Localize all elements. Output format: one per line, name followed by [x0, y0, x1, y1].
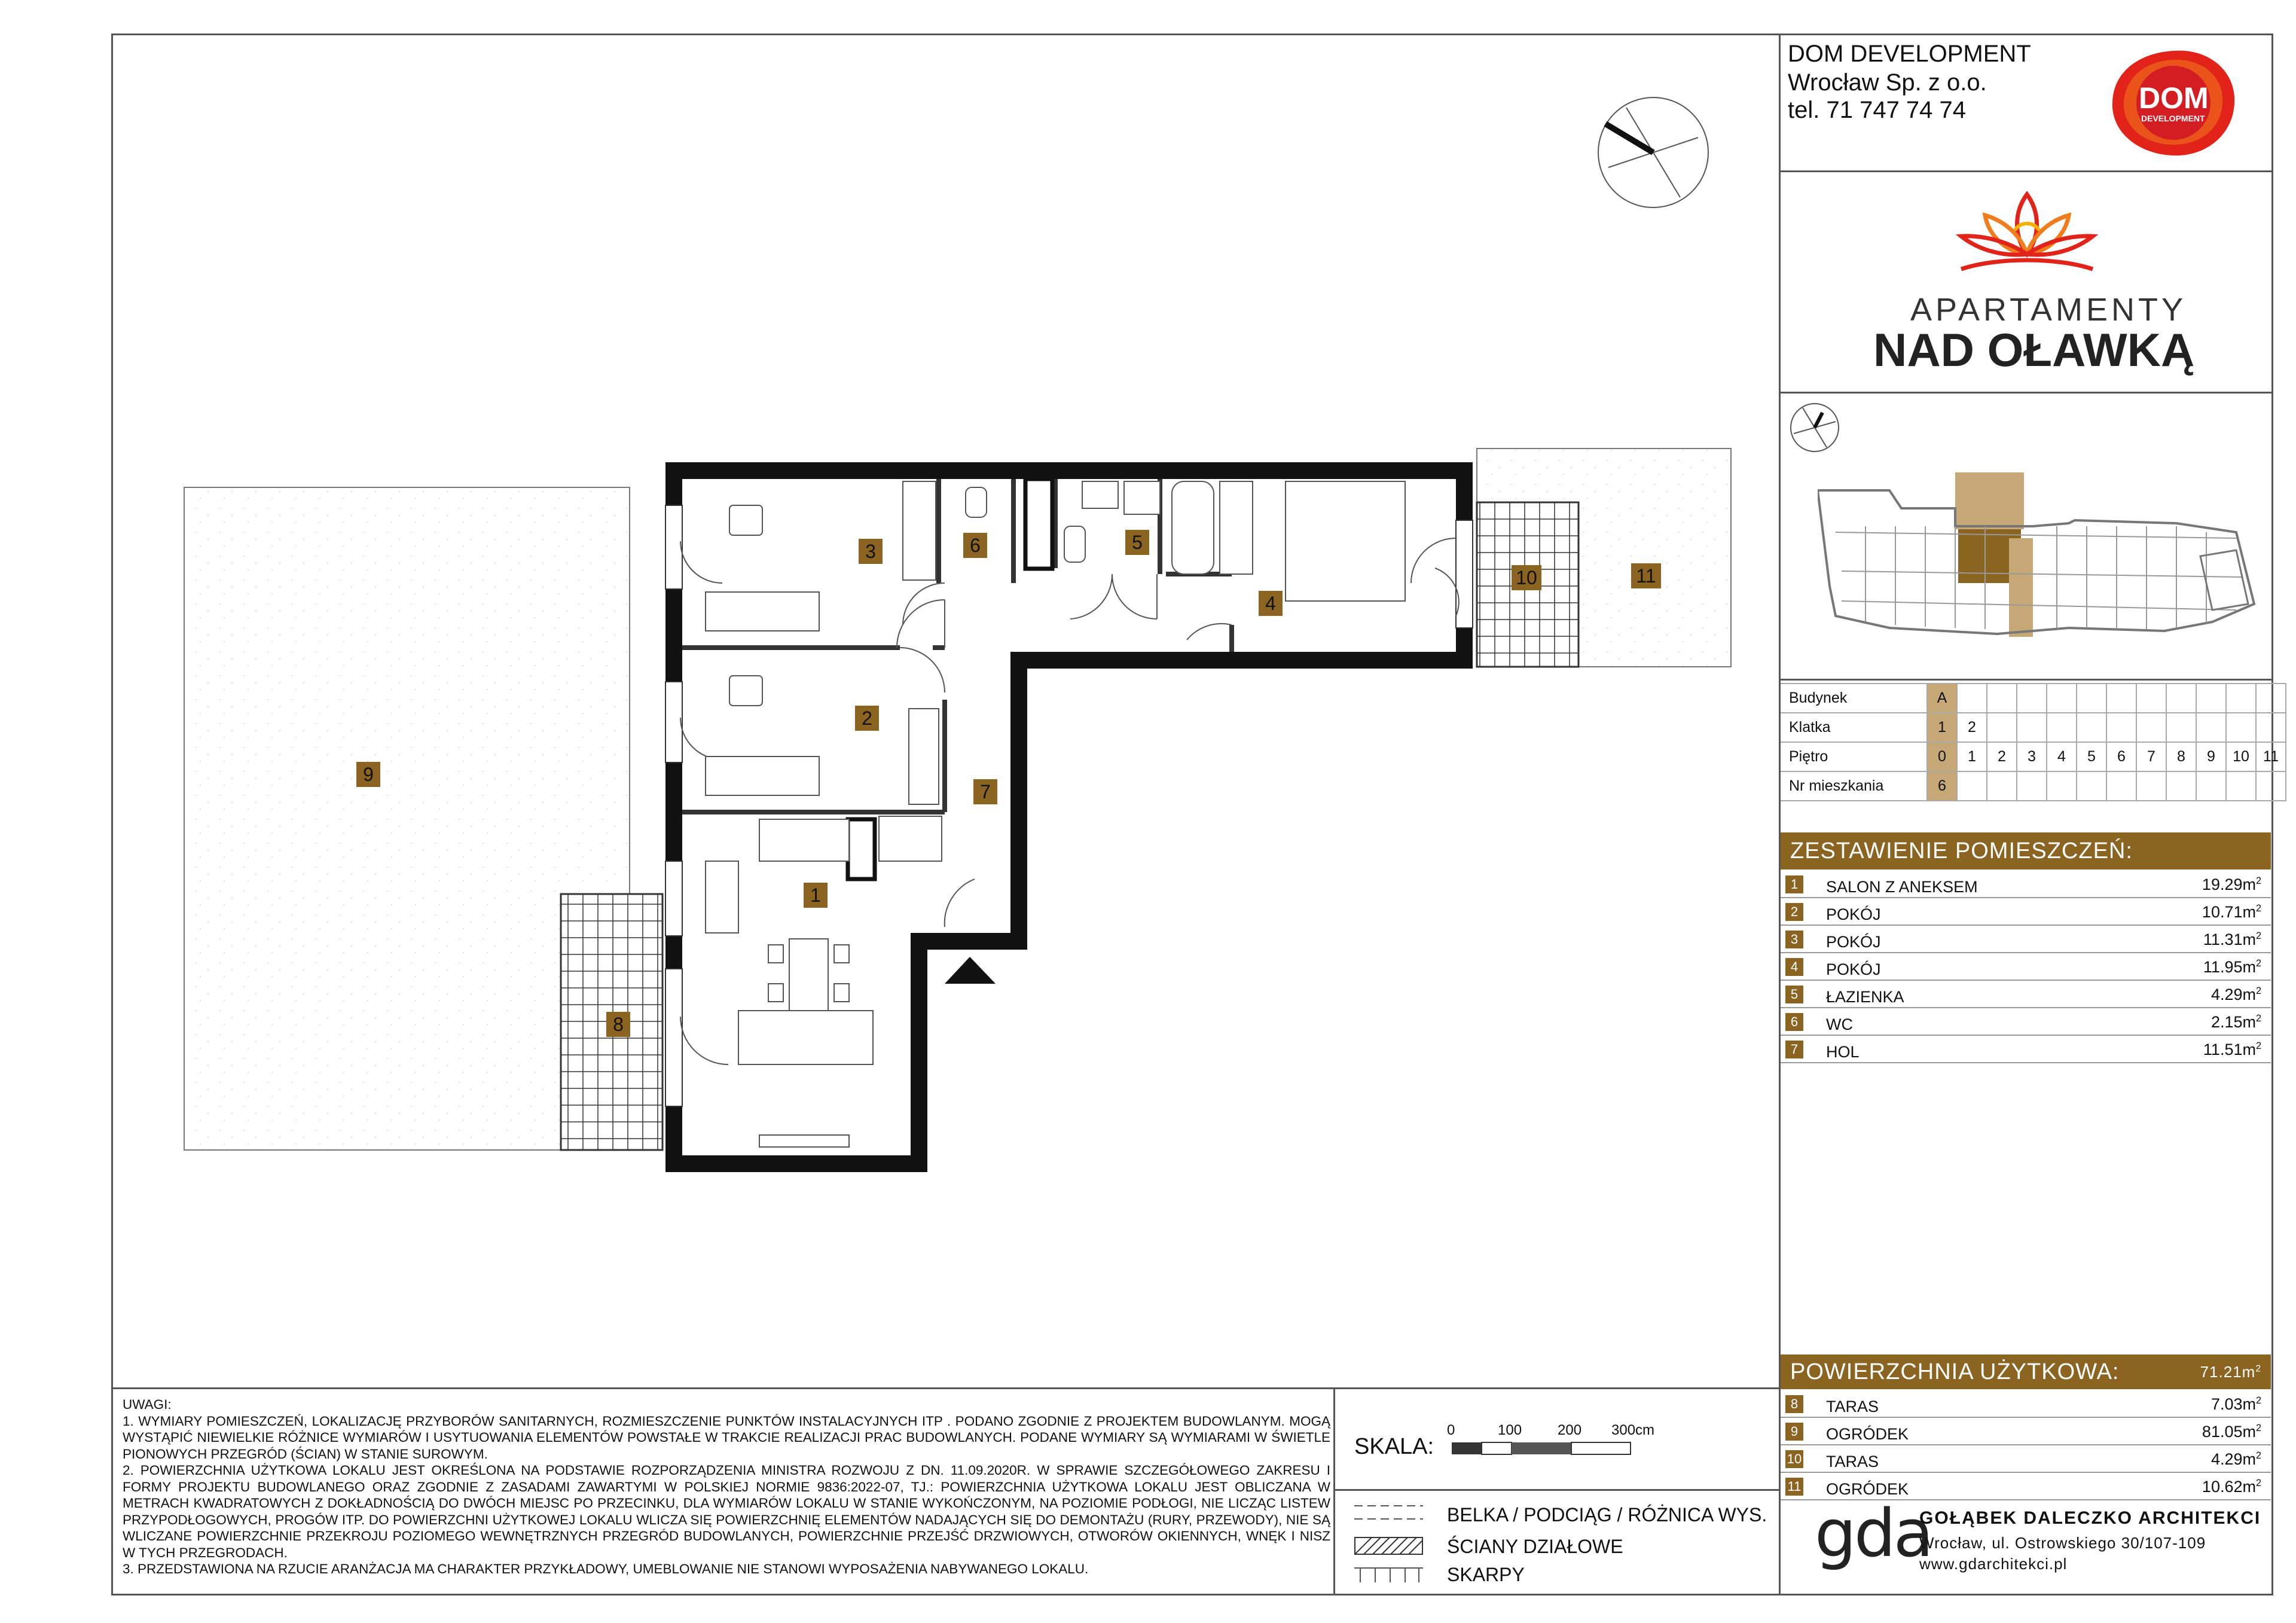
- area-sup: 2: [2255, 986, 2261, 996]
- table-row: [1781, 713, 2286, 742]
- note-3: 3. PRZEDSTAWIONA NA RZUCIE ARANŻACJA MA CHARAKTER PRZYKŁADOWY, UMEBLOWANIE NIE STANOWI WYPOSAŻENIA NABYWANEGO LOKALU.: [123, 1561, 1089, 1576]
- room-area-value: 4.29m: [2210, 986, 2256, 1003]
- cell: 1: [1957, 742, 1987, 771]
- legend-walls-label: ŚCIANY DZIAŁOWE: [1447, 1536, 1623, 1557]
- room-area-value: 2.15m: [2210, 1013, 2256, 1031]
- area-sup: 2: [2255, 1041, 2261, 1051]
- cell: [2226, 684, 2256, 713]
- room-number: 10: [1785, 1450, 1803, 1468]
- note-2: 2. POWIERZCHNIA UŻYTKOWA LOKALU JEST OKREŚLONA NA PODSTAWIE ROZPORZĄDZENIA MINISTRA ROZWOJU Z DN. 11.09.2020R. W SPRAWIE SZCZEGÓŁOWEGO ZAKRESU I FORMY PROJEKTU BUDOWLANEGO ORAZ ZGODNIE Z ZASADAMI ZAWARTYMI W POLSKIEJ NORMIE 9836:2022-07, TJ.: POWIERZCHNIA UŻYTKOWA LOKALU JEST OBLICZANA W METRACH KWADRATOWYCH Z DOKŁADNOŚCIĄ DO DWÓCH MIEJSC PO PRZECINKU, DLA WYMIARÓW LOKALU W STANIE WYKOŃCZONYM, NA POZIOMIE PODŁOGI, NIE LICZĄC LISTEW PRZYPODŁOGOWYCH, PROGÓW ITP. DO POWIERZCHNI UŻYTKOWEJ LOKALU WLICZA SIĘ POWIERZCHNIĘ ELEMENTÓW NADAJĄCYCH SIĘ DO DEMONTAŻU (RURY, PRZEWODY), NIE SĄ WLICZANE POWIERZCHNIE PRZEKROJU POZIOMEGO WEWNĘTRZNYCH PRZEGRÓD BUDOWLANYCH, POWIERZCHNIE PRZEJŚĆ DRZWIOWYCH, OTWORÓW OKIENNYCH, WNĘK I NISZ W TYCH PRZEGRODACH.: [123, 1463, 1330, 1560]
- scale-tick-300: 300cm: [1611, 1422, 1655, 1438]
- scale-bar: [1452, 1441, 1631, 1456]
- cell: [2226, 713, 2256, 742]
- cell: [1987, 684, 2017, 713]
- usable-header: [1781, 1354, 2271, 1389]
- table-row: [1781, 684, 2286, 713]
- room-area: [2203, 958, 2261, 977]
- room-number: 7: [1785, 1041, 1803, 1058]
- keyplan-compass-icon: [1788, 401, 1842, 454]
- room-area: [2202, 1478, 2261, 1496]
- dashed-line-icon: [1354, 1501, 1423, 1525]
- room-name: TARAS: [1826, 1398, 1879, 1415]
- cell: [2047, 771, 2077, 801]
- room-name: SALON Z ANEKSEM: [1826, 878, 1978, 896]
- room-area: [2202, 875, 2261, 894]
- location-table: [1781, 683, 2286, 801]
- table-row: [1781, 771, 2286, 801]
- extra-row: [1781, 1390, 2271, 1418]
- room-row: [1781, 1036, 2271, 1063]
- cell-apartment: 6: [1927, 771, 1957, 801]
- cell: [2106, 713, 2136, 742]
- room-area: [2211, 1395, 2261, 1414]
- cell-building: A: [1927, 684, 1957, 713]
- company-phone: tel. 71 747 74 74: [1788, 97, 1967, 123]
- room-row: [1781, 953, 2271, 981]
- room-number: 11: [1785, 1478, 1803, 1496]
- cell: 7: [2136, 742, 2166, 771]
- room-number: 9: [1785, 1423, 1803, 1441]
- project-line1: APARTAMENTY: [1910, 292, 2187, 328]
- notes: [123, 1396, 1330, 1578]
- room-area: [2203, 931, 2261, 949]
- architect-logo: gda: [1815, 1495, 1932, 1572]
- cell: 11: [2256, 742, 2286, 771]
- cell: [2017, 713, 2047, 742]
- area-sup: 2: [2255, 903, 2261, 914]
- room-row: [1781, 981, 2271, 1008]
- room-area: [2211, 1013, 2261, 1032]
- cell: [2256, 684, 2286, 713]
- room-area-value: 11.31m: [2203, 931, 2256, 948]
- room-label-5: 5: [1125, 530, 1149, 555]
- room-name: TARAS: [1826, 1453, 1879, 1471]
- room-area: [2211, 986, 2261, 1004]
- legend-beam-label: BELKA / PODCIĄG / RÓŻNICA WYS.: [1447, 1504, 1767, 1526]
- cell: [2166, 684, 2196, 713]
- divider-notes: [111, 1387, 1779, 1389]
- dom-logo-text: DOM: [2139, 81, 2209, 115]
- room-area: [2202, 1423, 2261, 1441]
- cell-staircase: 1: [1927, 713, 1957, 742]
- area-sup: 2: [2255, 931, 2261, 941]
- divider-logo: [1779, 392, 2273, 393]
- cell: [2256, 713, 2286, 742]
- room-area: [2211, 1450, 2261, 1469]
- note-1: 1. WYMIARY POMIESZCZEŃ, LOKALIZACJĘ PRZYBORÓW SANITARNYCH, ROZMIESZCZENIE PUNKTÓW INSTALACYJNYCH ITP . PODANO ZGODNIE Z PROJEKTEM BUDOWLANYM. MOGĄ WYSTĄPIĆ NIEWIELKIE RÓŻNICE WYMIARÓW I USYTUOWANIA ELEMENTÓW POWSTAŁE W TRAKCIE REALIZACJI PRAC BUDOWLANYCH. PODANE WYMIARY SĄ WYMIARAMI W ŚWIETLE PIONOWYCH PRZEGRÓD (ŚCIAN) W STANIE SUROWYM.: [123, 1413, 1330, 1462]
- project-line2: NAD OŁAWKĄ: [1873, 324, 2195, 376]
- cell: [2077, 684, 2106, 713]
- cell: [2047, 713, 2077, 742]
- room-number: 2: [1785, 903, 1803, 921]
- room-label-1: 1: [804, 883, 828, 908]
- area-sup: 2: [2255, 1423, 2261, 1433]
- company-name: DOM DEVELOPMENT: [1788, 41, 2031, 67]
- cell: [2256, 771, 2286, 801]
- room-area-value: 11.95m: [2203, 958, 2256, 976]
- usable-label: POWIERZCHNIA UŻYTKOWA:: [1790, 1359, 2120, 1384]
- cell: [2226, 771, 2256, 801]
- row-label: Klatka: [1781, 713, 1927, 742]
- area-sup: 2: [2255, 875, 2261, 886]
- area-sup: 2: [2255, 958, 2261, 969]
- cell: 6: [2106, 742, 2136, 771]
- room-name: OGRÓDEK: [1826, 1480, 1909, 1498]
- cell: 9: [2196, 742, 2226, 771]
- scale-label: SKALA:: [1354, 1434, 1434, 1459]
- divider-header: [1779, 170, 2273, 172]
- cell: [2047, 684, 2077, 713]
- divider-scale: [1333, 1489, 1779, 1491]
- rooms-header: [1781, 832, 2271, 870]
- room-label-7: 7: [973, 779, 997, 804]
- room-area-value: 10.62m: [2202, 1478, 2256, 1496]
- room-name: OGRÓDEK: [1826, 1425, 1909, 1443]
- area-sup: 2: [2255, 1363, 2261, 1374]
- cell: 5: [2077, 742, 2106, 771]
- rooms-header-text: ZESTAWIENIE POMIESZCZEŃ:: [1790, 838, 2133, 864]
- cell: 8: [2166, 742, 2196, 771]
- lotus-logo-icon: [1943, 188, 2111, 278]
- room-area-value: 11.51m: [2203, 1041, 2256, 1058]
- scale-tick-100: 100: [1498, 1422, 1522, 1438]
- entrance-arrow-icon: [945, 957, 996, 984]
- room-label-3: 3: [859, 539, 883, 564]
- cell: [2077, 713, 2106, 742]
- room-area: [2202, 903, 2261, 922]
- room-row: [1781, 926, 2271, 953]
- row-label: Nr mieszkania: [1781, 771, 1927, 801]
- room-label-9: 9: [356, 762, 380, 787]
- cell: [2017, 684, 2047, 713]
- dom-logo-subtext: DEVELOPMENT: [2141, 114, 2205, 123]
- cell: 2: [1987, 742, 2017, 771]
- divider-notes-vertical: [1333, 1387, 1335, 1595]
- cell: [1957, 771, 1987, 801]
- room-name: ŁAZIENKA: [1826, 988, 1904, 1006]
- room-area: [2203, 1041, 2261, 1059]
- cell: 4: [2047, 742, 2077, 771]
- area-sup: 2: [2255, 1450, 2261, 1461]
- cell: [2166, 771, 2196, 801]
- dom-development-logo: [2108, 48, 2239, 158]
- cell: [2136, 684, 2166, 713]
- room-area-value: 4.29m: [2210, 1450, 2256, 1468]
- room-name: POKÓJ: [1826, 933, 1881, 951]
- room-number: 5: [1785, 986, 1803, 1003]
- cell: 3: [2017, 742, 2047, 771]
- cell: [2136, 771, 2166, 801]
- skarpy-icon: [1354, 1566, 1423, 1584]
- row-label: Budynek: [1781, 684, 1927, 713]
- scale-tick-200: 200: [1558, 1422, 1582, 1438]
- cell: [2077, 771, 2106, 801]
- room-number: 4: [1785, 958, 1803, 976]
- architect-name: GOŁĄBEK DALECZKO ARCHITEKCI: [1919, 1508, 2261, 1528]
- cell: 10: [2226, 742, 2256, 771]
- company-line2: Wrocław Sp. z o.o.: [1788, 69, 1987, 96]
- usable-value-text: 71.21m: [2200, 1362, 2256, 1381]
- cell: [2196, 713, 2226, 742]
- cell: [2136, 713, 2166, 742]
- shaft-2: [848, 819, 875, 879]
- hatched-wall-icon: [1354, 1537, 1423, 1555]
- room-area-value: 7.03m: [2210, 1395, 2256, 1413]
- room-label-8: 8: [606, 1012, 630, 1037]
- room-area-value: 19.29m: [2202, 875, 2256, 893]
- cell: [2196, 771, 2226, 801]
- cell: [2106, 771, 2136, 801]
- architect-address: Wrocław, ul. Ostrowskiego 30/107-109: [1919, 1534, 2206, 1552]
- legend-skarpy-label: SKARPY: [1447, 1564, 1525, 1585]
- room-number: 8: [1785, 1395, 1803, 1413]
- room-number: 3: [1785, 931, 1803, 948]
- usable-value: [2200, 1363, 2261, 1381]
- table-row: [1781, 742, 2286, 771]
- cell: [1957, 684, 1987, 713]
- room-name: WC: [1826, 1015, 1853, 1033]
- area-sup: 2: [2255, 1478, 2261, 1488]
- cell: [2166, 713, 2196, 742]
- area-sup: 2: [2255, 1395, 2261, 1406]
- cell: [1987, 771, 2017, 801]
- architect-web: www.gdarchitekci.pl: [1919, 1555, 2068, 1573]
- shaft: [1025, 479, 1052, 569]
- cell: 2: [1957, 713, 1987, 742]
- keyplan-image: [1818, 466, 2260, 646]
- room-name: POKÓJ: [1826, 960, 1881, 978]
- cell: [2106, 684, 2136, 713]
- room-row: [1781, 1008, 2271, 1036]
- notes-title: UWAGI:: [123, 1397, 172, 1412]
- room-name: HOL: [1826, 1043, 1860, 1061]
- cell: [1987, 713, 2017, 742]
- room-row: [1781, 898, 2271, 926]
- room-area-value: 81.05m: [2202, 1423, 2256, 1441]
- room-number: 1: [1785, 875, 1803, 893]
- room-name: POKÓJ: [1826, 905, 1881, 923]
- room-area-value: 10.71m: [2202, 903, 2256, 921]
- room-label-11: 11: [1631, 563, 1661, 588]
- divider-keyplan: [1779, 679, 2273, 681]
- area-sup: 2: [2255, 1013, 2261, 1024]
- extra-row: [1781, 1418, 2271, 1445]
- room-label-6: 6: [963, 533, 987, 558]
- scale-tick-0: 0: [1447, 1422, 1455, 1438]
- room-label-4: 4: [1259, 591, 1283, 616]
- room-label-2: 2: [855, 706, 879, 731]
- cell-floor: 0: [1927, 742, 1957, 771]
- row-label: Piętro: [1781, 742, 1927, 771]
- extra-row: [1781, 1445, 2271, 1473]
- room-label-10: 10: [1512, 565, 1541, 590]
- room-row: [1781, 871, 2271, 898]
- cell: [2017, 771, 2047, 801]
- room-number: 6: [1785, 1013, 1803, 1031]
- cell: [2196, 684, 2226, 713]
